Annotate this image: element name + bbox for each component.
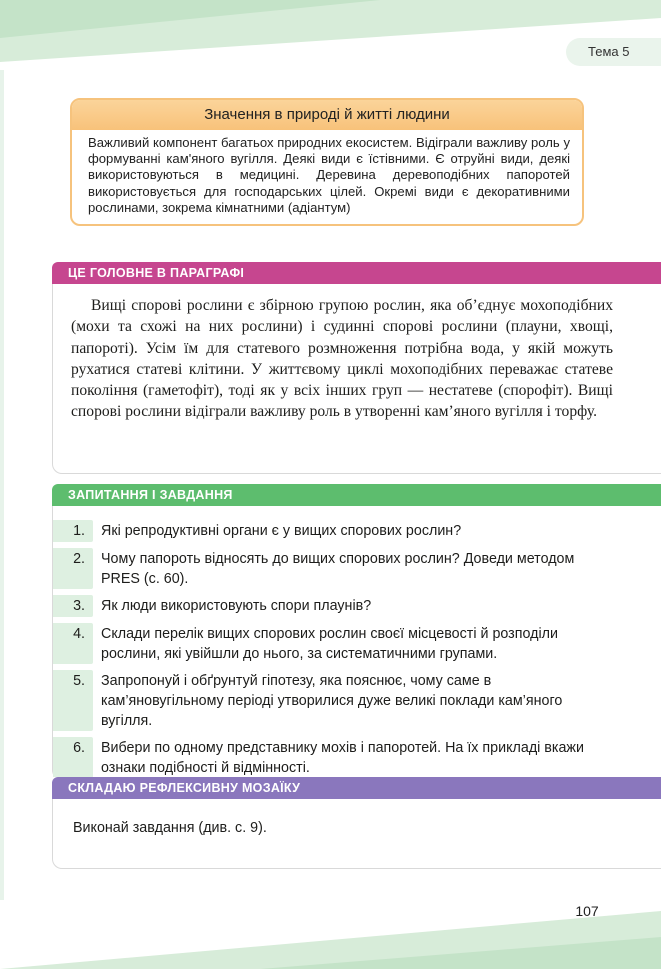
left-margin-rule [0, 70, 4, 900]
top-decor-band [0, 0, 661, 70]
summary-section [52, 262, 661, 474]
summary-body [52, 284, 661, 474]
question-text: Чому папороть відносять до вищих спорових рослин? Доведи методом PRES (с. 60). [101, 551, 575, 587]
question-text: Вибери по одному представнику мохів і папоротей. На їх прикладі вкажи ознаки подібності й відмінності. [101, 740, 584, 776]
question-number: 2. [53, 548, 93, 589]
question-item [53, 520, 661, 542]
question-text: Які репродуктивні органи є у вищих спорових рослин? [101, 523, 462, 539]
question-item [53, 623, 661, 664]
topic-tag: Тема 5 [566, 38, 661, 66]
question-number: 5. [53, 670, 93, 731]
question-number: 6. [53, 737, 93, 778]
page-number: 107 [575, 903, 599, 919]
question-number: 1. [53, 520, 93, 542]
question-item [53, 548, 661, 589]
questions-list [52, 506, 661, 780]
questions-heading: ЗАПИТАННЯ І ЗАВДАННЯ [52, 484, 661, 506]
reflection-body [52, 799, 661, 869]
questions-section [52, 484, 661, 780]
question-text: Склади перелік вищих спорових рослин своєї місцевості й розподіли рослини, які увійшли до нього, за систематичними групами. [101, 626, 558, 662]
significance-text: Важливий компонент багатьох природних екосистем. Відіграли важливу роль у формуванні кам'яного вугілля. Деякі види є їстівними. Є отруйні види, деякі використовуються в медицині. Деревина деревоподібних папоротей використовується для господарських цілей. Окремі види є декоративними рослинами, зокрема кімнатними (адіантум) [88, 135, 570, 215]
question-number: 3. [53, 595, 93, 617]
question-item [53, 737, 661, 778]
question-text: Запропонуй і обґрунтуй гіпотезу, яка пояснює, чому саме в кам’яновугільному періоді утворилися дуже великі поклади кам’яного вугілля. [101, 673, 563, 729]
question-text: Як люди використовують спори плаунів? [101, 598, 372, 614]
significance-title: Значення в природі й житті людини [72, 100, 582, 130]
question-number: 4. [53, 623, 93, 664]
reflection-section [52, 777, 661, 869]
summary-heading: ЦЕ ГОЛОВНЕ В ПАРАГРАФІ [52, 262, 661, 284]
reflection-text: Виконай завдання (див. с. 9). [73, 820, 267, 836]
significance-box [70, 98, 584, 226]
question-item [53, 670, 661, 731]
reflection-heading: СКЛАДАЮ РЕФЛЕКСИВНУ МОЗАЇКУ [52, 777, 661, 799]
summary-text: Вищі спорові рослини є збірною групою рослин, яка об’єднує мохоподібних (мохи та схожі на них рослини) і судинні спорові рослини (плауни, хвощі, папороті). Усім їм для статевого розмноження потрібна вода, у якій можуть рухатися статеві клітини. У життєвому циклі мохоподібних переважає статеве покоління (гаметофіт), тоді як у всіх інших груп — нестатеве (спорофіт). Вищі спорові рослини відіграли важливу роль в утворенні кам’яного вугілля і торфу. [71, 297, 613, 421]
question-item [53, 595, 661, 617]
bottom-decor-band [0, 889, 661, 969]
